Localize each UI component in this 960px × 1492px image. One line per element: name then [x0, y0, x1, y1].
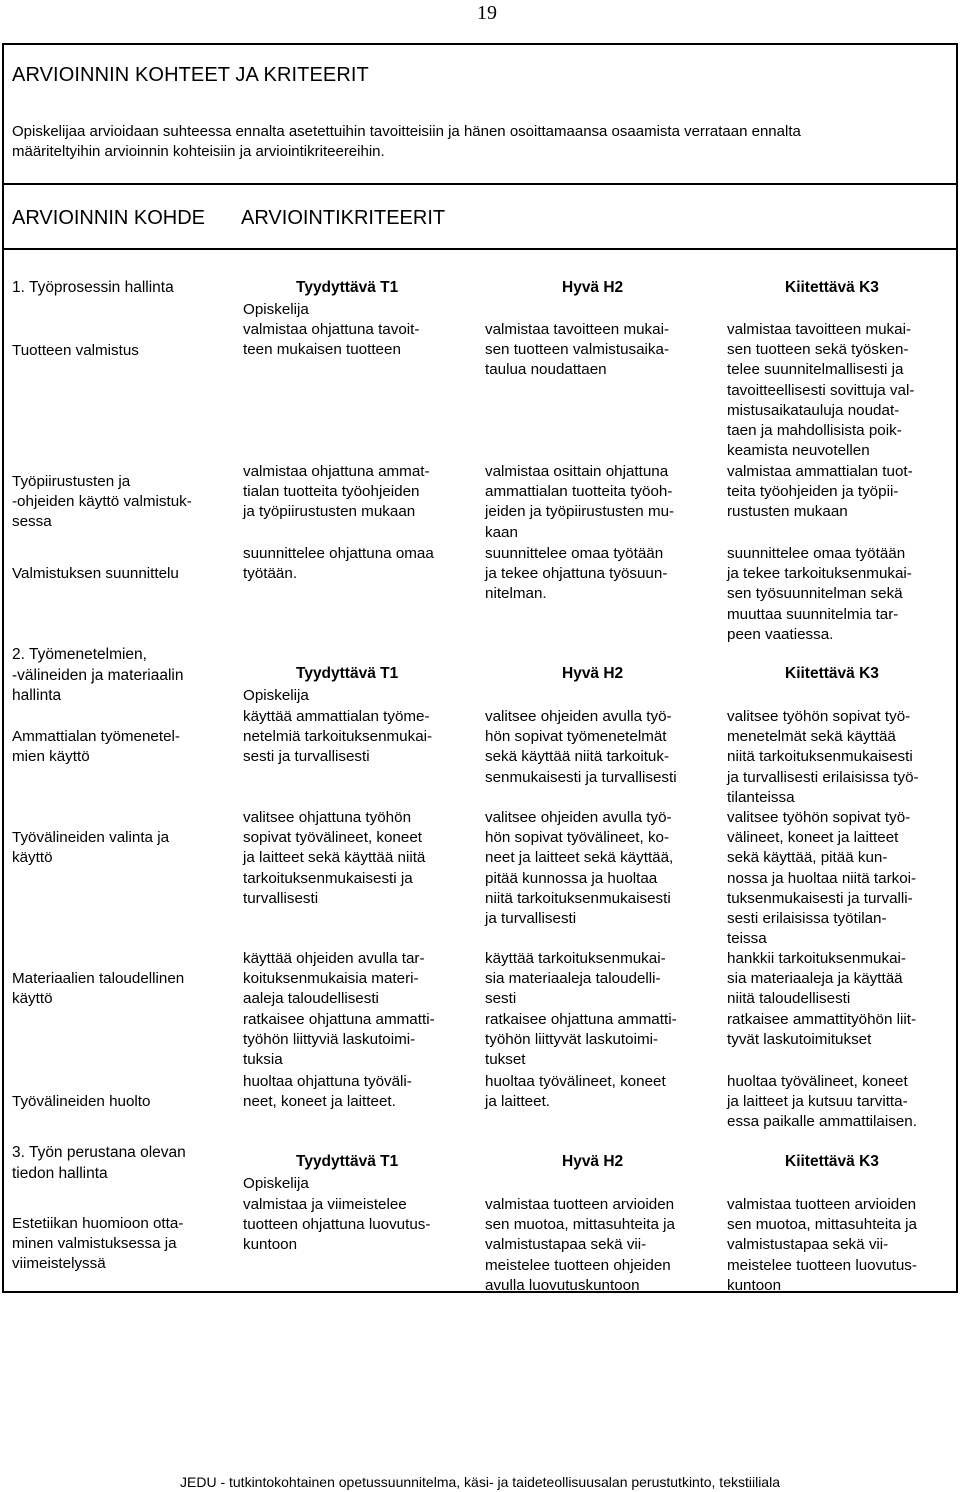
section-title: 3. Työn perustana olevan tiedon hallinta [12, 1144, 186, 1182]
criteria-k3: ratkaisee ammattityöhön liit- tyvät laskutoimitukset [727, 1011, 917, 1049]
grade-k3: Kiitettävä K3 [785, 279, 879, 296]
opiskelija-label: Opiskelija [243, 687, 309, 704]
criteria-target: Tuotteen valmistus [12, 342, 139, 359]
page-footer: JEDU - tutkintokohtainen opetussuunnitelma, käsi- ja taideteollisuusalan perustutkinto, tekstiiliala [180, 1474, 780, 1490]
page-title: ARVIOINNIN KOHTEET JA KRITEERIT [12, 64, 369, 86]
divider [2, 183, 958, 185]
criteria-t1: valmistaa ohjattuna tavoit- teen mukaisen tuotteen [243, 321, 420, 359]
grade-t1: Tyydyttävä T1 [296, 279, 399, 296]
intro-text: Opiskelijaa arvioidaan suhteessa ennalta asetettuihin tavoitteisiin ja hänen osoittamaansa osaamista verrataan ennalta määriteltyihin arvioinnin kohteisiin ja arviointikriteereihin. [12, 123, 801, 160]
criteria-k3: valitsee työhön sopivat työ- välineet, koneet ja laitteet sekä käyttää, pitää kun- nossa ja huoltaa niitä tarkoi- tuksenmukaisesti ja turvalli- sesti erilaisissa työtilan- teissa [727, 809, 917, 948]
criteria-t1: valmistaa ohjattuna ammat- tialan tuotteita työohjeiden ja työpiirustusten mukaan [243, 463, 430, 521]
criteria-target: Työvälineiden huolto [12, 1093, 151, 1110]
criteria-k3: suunnittelee omaa työtään ja tekee tarkoituksenmukai- sen työsuunnitelman sekä muuttaa suunnitelmia tar- peen vaatiessa. [727, 545, 912, 643]
criteria-h2: suunnittelee omaa työtään ja tekee ohjattuna työsuun- nitelman. [485, 545, 668, 603]
criteria-t1: ratkaisee ohjattuna ammatti- työhön liittyviä laskutoimi- tuksia [243, 1011, 435, 1069]
grade-h2: Hyvä H2 [562, 279, 624, 296]
criteria-k3: valmistaa tavoitteen mukai- sen tuotteen sekä työsken- telee suunnitelmallisesti ja tavoitteellisesti sovittuja val- mistusaikatauluja noudat- taen ja mahdollisista poik- keamista neuvotellen [727, 321, 915, 460]
grade-h2: Hyvä H2 [562, 1153, 624, 1170]
opiskelija-label: Opiskelija [243, 1175, 309, 1192]
divider [2, 248, 958, 250]
criteria-t1: käyttää ammattialan työme- netelmiä tarkoituksenmukai- sesti ja turvallisesti [243, 708, 433, 766]
grade-t1: Tyydyttävä T1 [296, 1153, 399, 1170]
section-title: 2. Työmenetelmien, -välineiden ja materiaalin hallinta [12, 646, 184, 704]
criteria-k3: valitsee työhön sopivat työ- menetelmät sekä käyttää niitä tarkoituksenmukaisesti ja turvallisesti erilaisissa työ- tilanteissa [727, 708, 919, 806]
criteria-h2: valmistaa osittain ohjattuna ammattialan tuotteita työoh- jeiden ja työpiirustusten mu- kaan [485, 463, 675, 541]
page-number: 19 [477, 2, 497, 24]
column-head-target: ARVIOINNIN KOHDE [12, 207, 205, 229]
criteria-h2: valitsee ohjeiden avulla työ- hön sopivat työvälineet, ko- neet ja laitteet sekä käyttää, pitää kunnossa ja huoltaa niitä tarkoituksenmukaisesti ja turvallisesti [485, 809, 674, 928]
criteria-h2: käyttää tarkoituksenmukai- sia materiaaleja taloudelli- sesti [485, 950, 666, 1008]
opiskelija-label: Opiskelija [243, 301, 309, 318]
criteria-t1: suunnittelee ohjattuna omaa työtään. [243, 545, 434, 583]
grade-k3: Kiitettävä K3 [785, 1153, 879, 1170]
section-title: 1. Työprosessin hallinta [12, 279, 174, 296]
criteria-h2: valitsee ohjeiden avulla työ- hön sopivat työmenetelmät sekä käyttää niitä tarkoituk- senmukaisesti ja turvallisesti [485, 708, 677, 786]
criteria-h2: valmistaa tavoitteen mukai- sen tuotteen valmistusaika- taulua noudattaen [485, 321, 670, 379]
criteria-k3: valmistaa ammattialan tuot- teita työohjeiden ja työpii- rustusten mukaan [727, 463, 913, 521]
criteria-h2: valmistaa tuotteen arvioiden sen muotoa, mittasuhteita ja valmistustapaa sekä vii- meistelee tuotteen ohjeiden avulla luovutuskuntoon [485, 1196, 675, 1294]
criteria-k3: huoltaa työvälineet, koneet ja laitteet ja kutsuu tarvitta- essa paikalle ammattilaisen. [727, 1073, 917, 1131]
grade-k3: Kiitettävä K3 [785, 665, 879, 682]
criteria-target: Työpiirustusten ja -ohjeiden käyttö valmistuk- sessa [12, 473, 192, 531]
criteria-target: Ammattialan työmenetel- mien käyttö [12, 728, 180, 766]
criteria-t1: huoltaa ohjattuna työväli- neet, koneet ja laitteet. [243, 1073, 412, 1111]
criteria-h2: huoltaa työvälineet, koneet ja laitteet. [485, 1073, 666, 1111]
grade-t1: Tyydyttävä T1 [296, 665, 399, 682]
criteria-target: Valmistuksen suunnittelu [12, 565, 179, 582]
criteria-t1: käyttää ohjeiden avulla tar- koituksenmukaisia materi- aaleja taloudellisesti [243, 950, 425, 1008]
criteria-target: Materiaalien taloudellinen käyttö [12, 970, 185, 1008]
grade-h2: Hyvä H2 [562, 665, 624, 682]
criteria-h2: ratkaisee ohjattuna ammatti- työhön liittyvät laskutoimi- tukset [485, 1011, 677, 1069]
criteria-k3: valmistaa tuotteen arvioiden sen muotoa, mittasuhteita ja valmistustapaa sekä vii- meistelee tuotteen luovutus- kuntoon [727, 1196, 917, 1294]
criteria-target: Estetiikan huomioon otta- minen valmistuksessa ja viimeistelyssä [12, 1215, 184, 1273]
criteria-t1: valitsee ohjattuna työhön sopivat työvälineet, koneet ja laitteet sekä käyttää niitä tarkoituksenmukaisesti ja turvallisesti [243, 809, 426, 907]
criteria-target: Työvälineiden valinta ja käyttö [12, 829, 170, 867]
column-head-criteria: ARVIOINTIKRITEERIT [241, 207, 446, 229]
criteria-t1: valmistaa ja viimeistelee tuotteen ohjattuna luovutus- kuntoon [243, 1196, 431, 1254]
criteria-k3: hankkii tarkoituksenmukai- sia materiaaleja ja käyttää niitä taloudellisesti [727, 950, 906, 1008]
